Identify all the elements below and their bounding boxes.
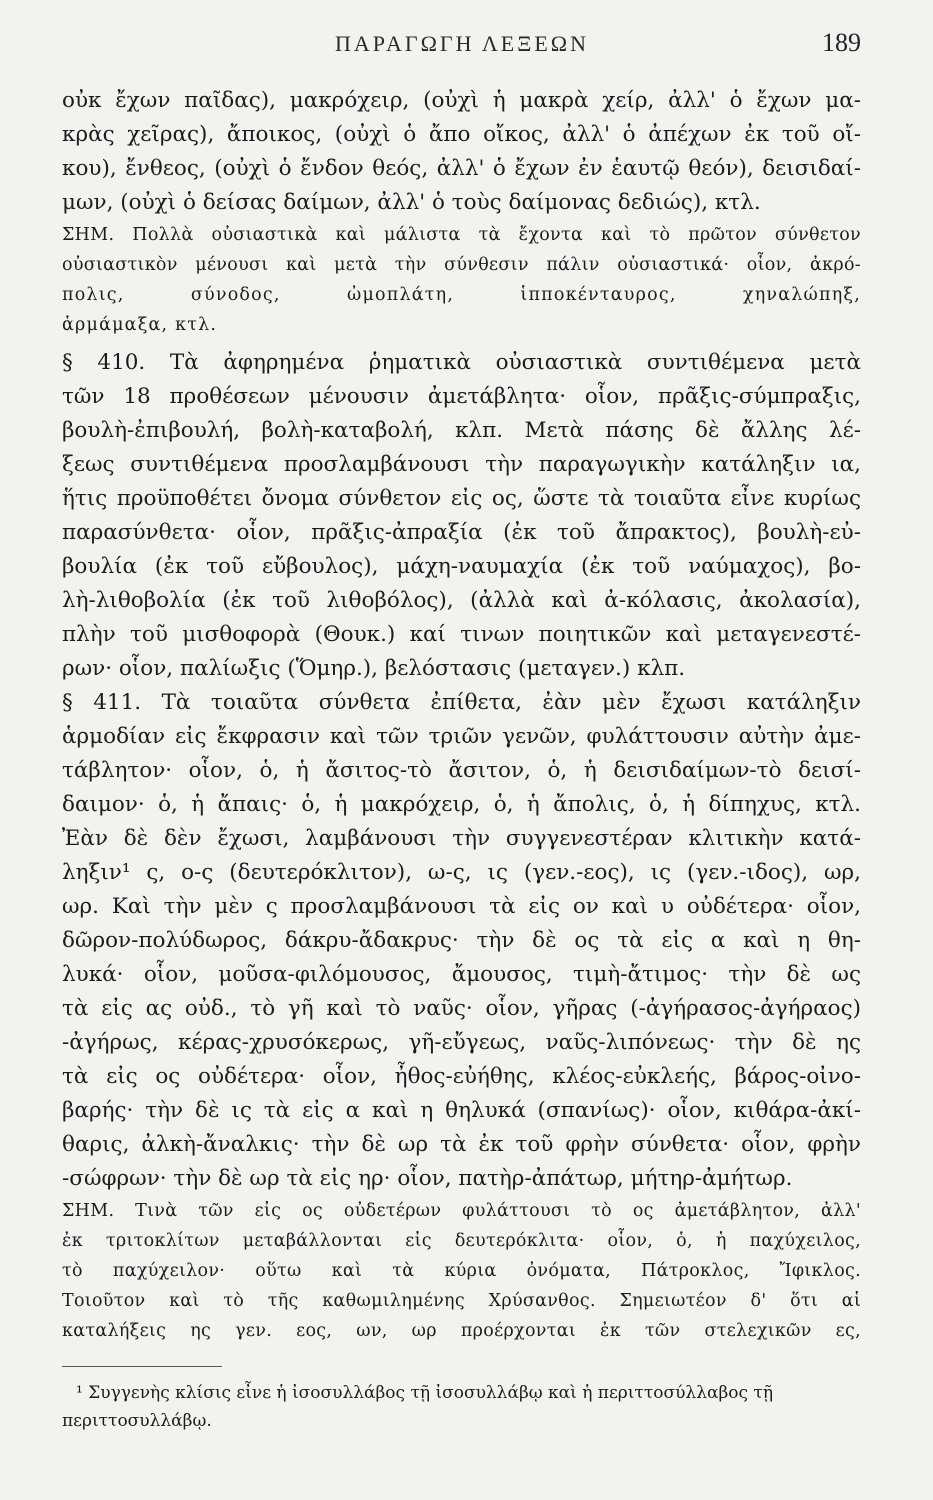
text-line: λὴ-λιθοβολία (ἐκ τοῦ λιθοβόλος), (ἀλλὰ καὶ ἀ-κόλασις, ἀκολασία), [62,588,861,613]
text-line: τῶν 18 προθέσεων μένουσιν ἀμετάβλητα· οἷον, πρᾶξις-σύμπραξις, [62,384,861,409]
body-text [62,84,861,1346]
note-line: ἐκ τριτοκλίτων μεταβάλλονται εἰς δευτερόκλιτα· οἷον, ὁ, ἡ παχύχειλος, [62,1231,861,1251]
section-411 [62,686,861,1196]
text-line: πλὴν τοῦ μισθοφορὰ (Θουκ.) καί τινων ποιητικῶν καὶ μεταγενεστέ- [62,622,861,647]
text-line: § 410. Τὰ ἀφηρημένα ῥηματικὰ οὐσιαστικὰ συντιθέμενα μετὰ [62,350,861,375]
text-line: Ἐὰν δὲ δὲν ἔχωσι, λαμβάνουσι τὴν συγγενεστέραν κλιτικὴν κατά- [62,826,861,851]
paragraph-compounds [62,84,861,220]
note-block-2 [62,1196,861,1346]
footnote-line: ¹ Συγγενὴς κλίσις εἶνε ἡ ἰσοσυλλάβος τῇ ἰσοσυλλάβῳ καὶ ἡ περιττοσύλλαβος τῇ [76,1383,774,1403]
text-line: τάβλητον· οἷον, ὁ, ἡ ἄσιτος-τὸ ἄσιτον, ὁ, ἡ δεισιδαίμων-τὸ δεισί- [62,758,861,783]
text-line: οὐκ ἔχων παῖδας), μακρόχειρ, (οὐχὶ ἡ μακρὰ χείρ, ἀλλ' ὁ ἔχων μα- [62,88,861,113]
text-line: τὰ εἰς ος οὐδέτερα· οἷον, ἦθος-εὐήθης, κλέος-εὐκλεής, βάρος-οἰνο- [62,1064,861,1089]
text-line: τὰ εἰς ας οὐδ., τὸ γῆ καὶ τὸ ναῦς· οἷον, γῆρας (-ἀγήρασος-ἀγήραος) [62,996,861,1021]
note-line: καταλήξεις ης γεν. εος, ων, ωρ προέρχονται ἐκ τῶν στελεχικῶν ες, [62,1321,861,1341]
page-number: 189 [822,28,861,57]
text-line: θαρις, ἀλκὴ-ἄναλκις· τὴν δὲ ωρ τὰ ἐκ τοῦ φρὴν σύνθετα· οἷον, φρὴν [62,1132,861,1157]
text-line: ἁρμοδίαν εἰς ἔκφρασιν καὶ τῶν τριῶν γενῶν, φυλάττουσιν αὐτὴν ἀμε- [62,724,861,749]
text-line: παρασύνθετα· οἷον, πρᾶξις-ἀπραξία (ἐκ τοῦ ἄπρακτος), βουλὴ-εὐ- [62,520,861,545]
note-block-1 [62,220,861,340]
running-title: ΠΑΡΑΓΩΓΗ ΛΕΞΕΩΝ [334,31,590,56]
text-line: βουλὴ-ἐπιβουλή, βολὴ-καταβολή, κλπ. Μετὰ πάσης δὲ ἄλλης λέ- [62,418,861,443]
text-line: κου), ἔνθεος, (οὐχὶ ὁ ἔνδον θεός, ἀλλ' ὁ ἔχων ἐν ἑαυτῷ θεόν), δεισιδαί- [62,156,861,181]
text-line: κρὰς χεῖρας), ἄποικος, (οὐχὶ ὁ ἄπο οἴκος, ἀλλ' ὁ ἀπέχων ἐκ τοῦ οἴ- [62,122,861,147]
text-line: ξεως συντιθέμενα προσλαμβάνουσι τὴν παραγωγικὴν κατάληξιν ια, [62,452,861,477]
text-line: βαρής· τὴν δὲ ις τὰ εἰς α καὶ η θηλυκά (σπανίως)· οἷον, κιθάρα-ἀκί- [62,1098,861,1123]
text-line: ωρ. Καὶ τὴν μὲν ς προσλαμβάνουσι τὰ εἰς ον καὶ υ οὐδέτερα· οἷον, [62,894,861,919]
note-line: πολις, σύνοδος, ὠμοπλάτη, ἱπποκένταυρος, χηναλώπηξ, [62,285,861,305]
footnote-divider [62,1366,222,1367]
note-line: οὐσιαστικὸν μένουσι καὶ μετὰ τὴν σύνθεσιν πάλιν οὐσιαστικά· οἷον, ἀκρό- [62,255,861,275]
text-line: δαιμον· ὁ, ἡ ἄπαις· ὁ, ἡ μακρόχειρ, ὁ, ἡ ἄπολις, ὁ, ἡ δίπηχυς, κτλ. [62,792,861,817]
section-410 [62,346,861,686]
text-line: δῶρον-πολύδωρος, δάκρυ-ἄδακρυς· τὴν δὲ ος τὰ εἰς α καὶ η θη- [62,928,861,953]
text-line: § 411. Τὰ τοιαῦτα σύνθετα ἐπίθετα, ἐὰν μὲν ἔχωσι κατάληξιν [62,690,861,715]
text-line: ρων· οἷον, παλίωξις (Ὅμηρ.), βελόστασις (μεταγεν.) κλπ. [62,656,686,681]
note-line: ἁρμάμαξα, κτλ. [62,315,218,335]
text-line: -ἀγήρως, κέρας-χρυσόκερως, γῆ-εὔγεως, ναῦς-λιπόνεως· τὴν δὲ ης [62,1030,861,1055]
text-line: ἥτις προϋποθέτει ὄνομα σύνθετον εἰς ος, ὥστε τὰ τοιαῦτα εἶνε κυρίως [62,486,861,511]
text-line: -σώφρων· τὴν δὲ ωρ τὰ εἰς ηρ· οἷον, πατὴρ-ἀπάτωρ, μήτηρ-ἀμήτωρ. [62,1166,793,1191]
text-line: βουλία (ἐκ τοῦ εὔβουλος), μάχη-ναυμαχία (ἐκ τοῦ ναύμαχος), βο- [62,554,861,579]
note-line: τὸ παχύχειλον· οὕτω καὶ τὰ κύρια ὀνόματα, Πάτροκλος, Ἴφικλος. [62,1261,861,1281]
footnote [62,1379,861,1435]
footnote-line: περιττοσυλλάβῳ. [62,1411,212,1431]
running-head [62,28,861,78]
note-line: ΣΗΜ. Τινὰ τῶν εἰς ος οὐδετέρων φυλάττουσι τὸ ος ἀμετάβλητον, ἀλλ' [62,1201,861,1221]
note-line: ΣΗΜ. Πολλὰ οὐσιαστικὰ καὶ μάλιστα τὰ ἔχοντα καὶ τὸ πρῶτον σύνθετον [62,225,861,245]
note-line: Τοιοῦτον καὶ τὸ τῆς καθωμιλημένης Χρύσανθος. Σημειωτέον δ' ὅτι αἱ [62,1291,861,1311]
text-line: ληξιν¹ ς, ο-ς (δευτερόκλιτον), ω-ς, ις (γεν.-εος), ις (γεν.-ιδος), ωρ, [62,860,861,885]
text-line: λυκά· οἷον, μοῦσα-φιλόμουσος, ἄμουσος, τιμὴ-ἄτιμος· τὴν δὲ ως [62,962,861,987]
text-line: μων, (οὐχὶ ὁ δείσας δαίμων, ἀλλ' ὁ τοὺς δαίμονας δεδιώς), κτλ. [62,190,761,215]
